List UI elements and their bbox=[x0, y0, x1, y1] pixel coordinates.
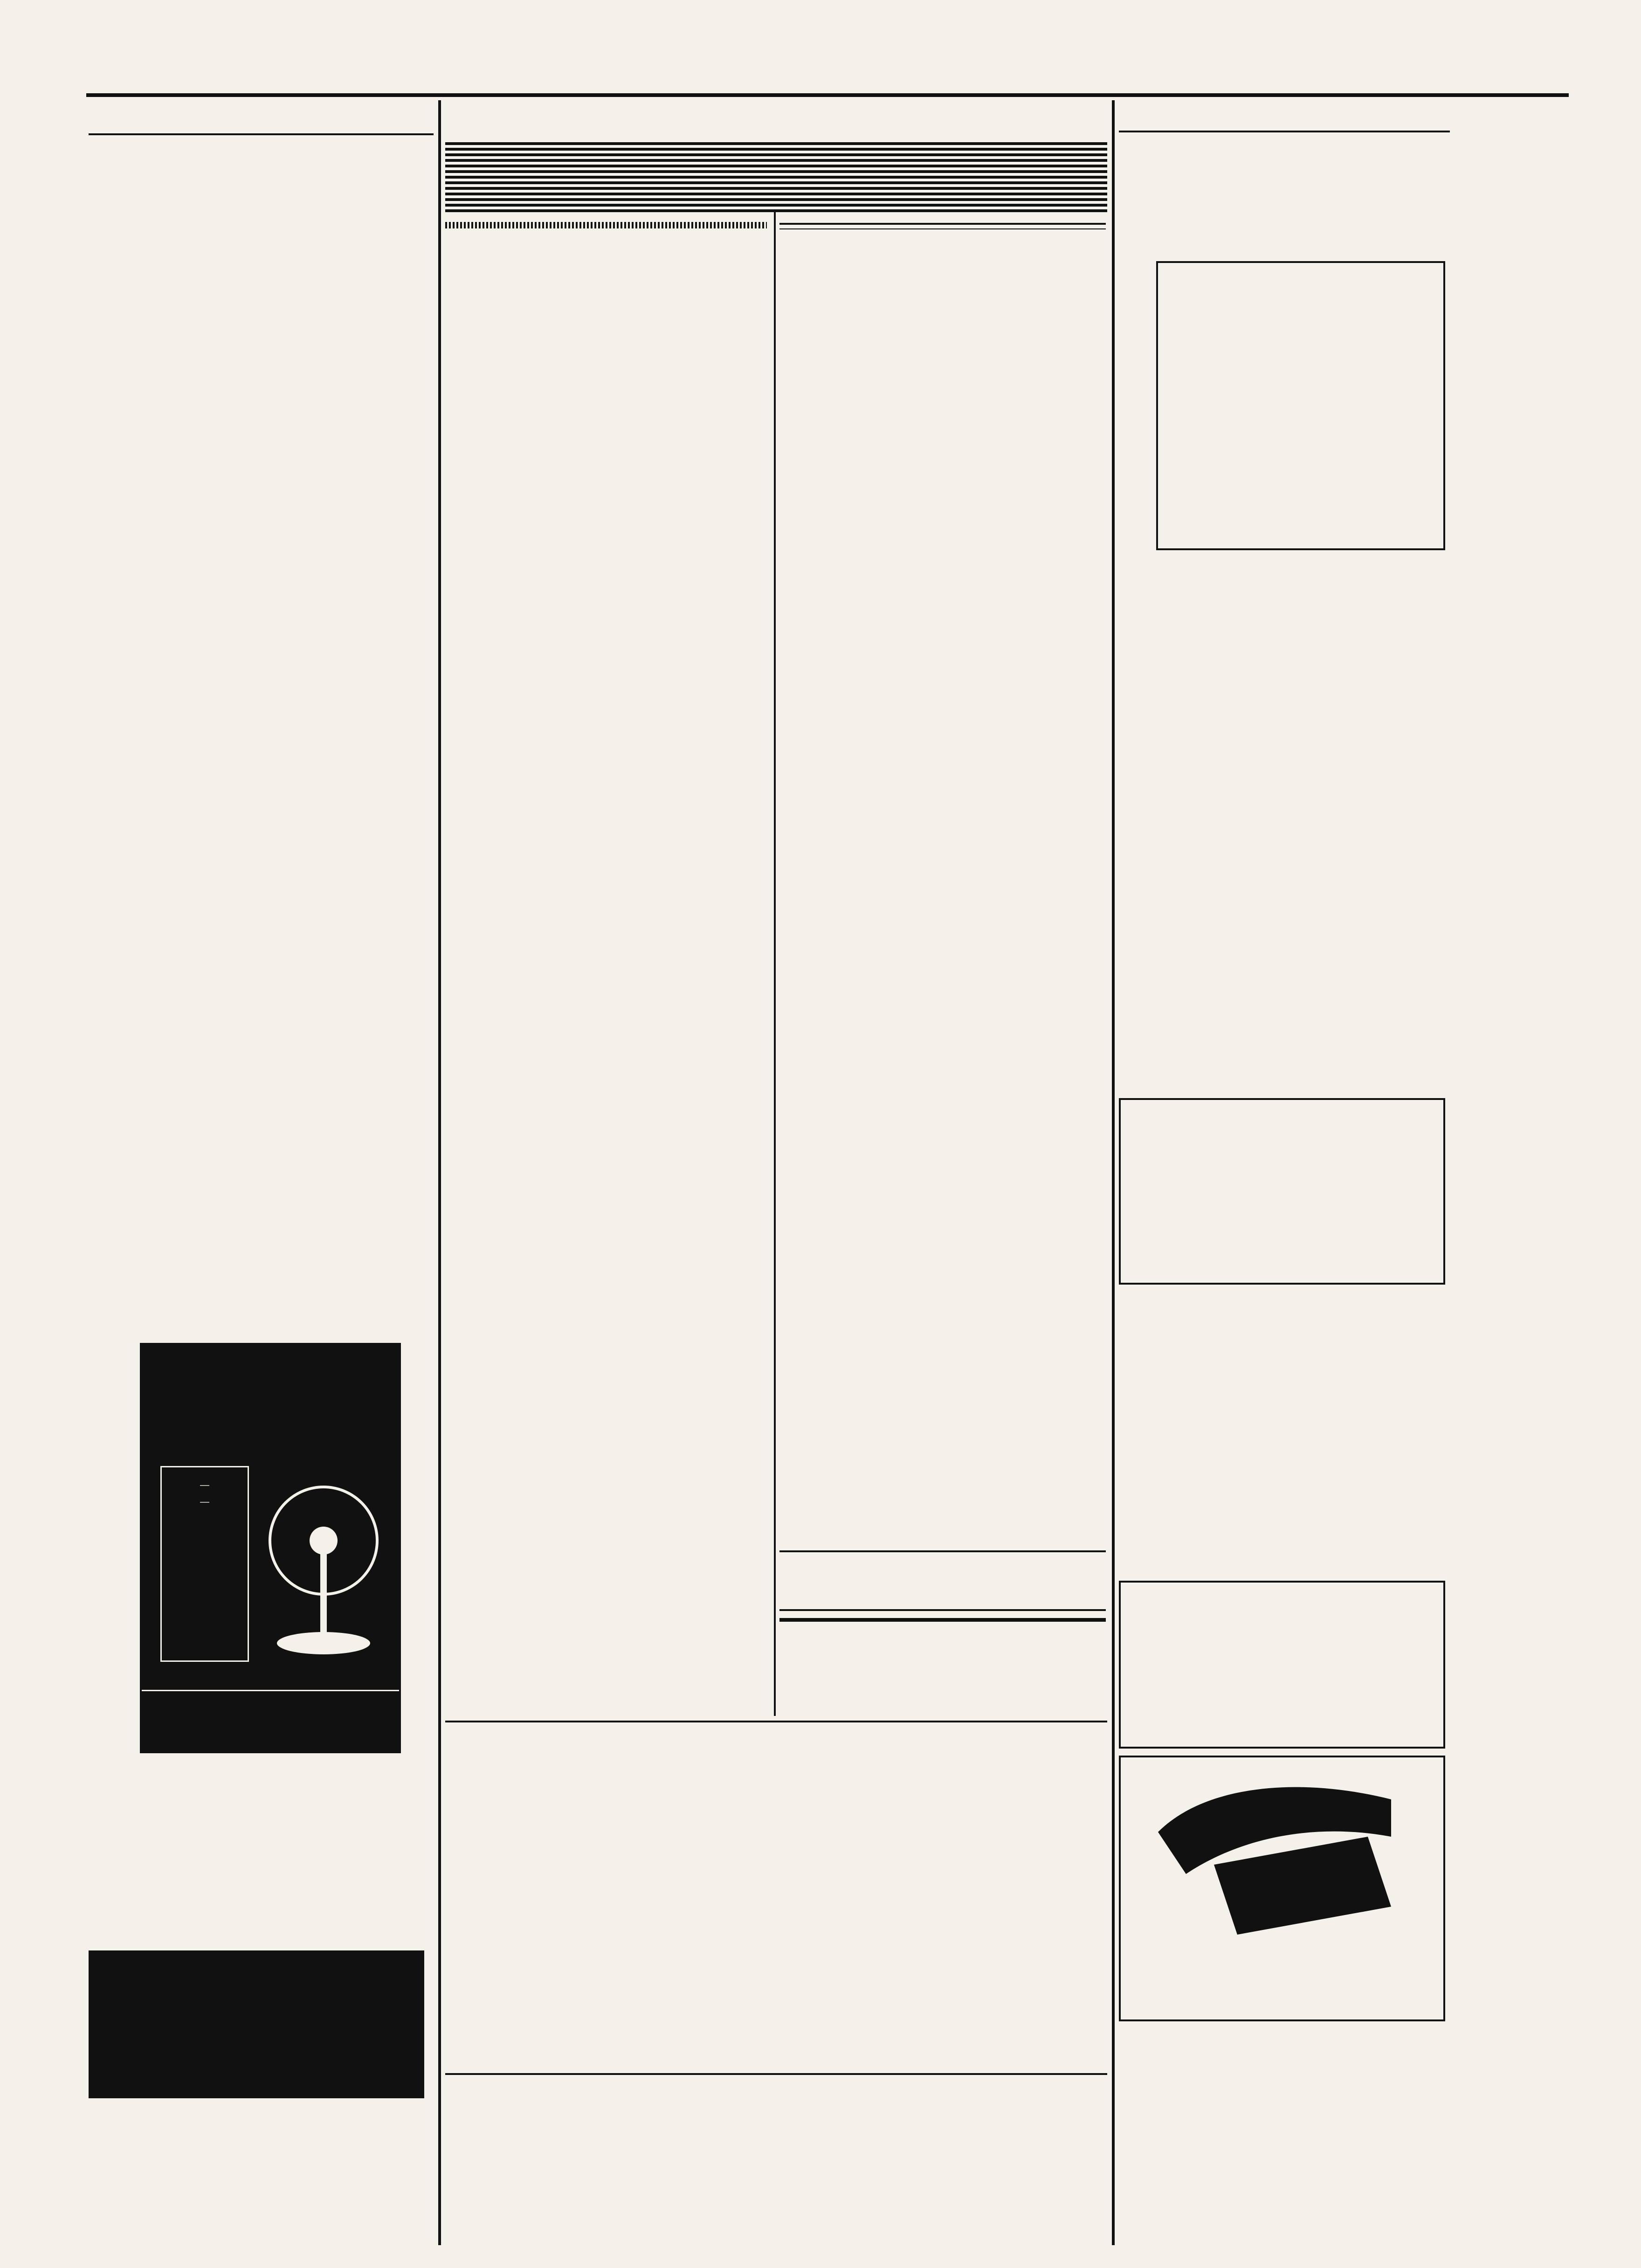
crossword-grid bbox=[1156, 261, 1445, 550]
col-header bbox=[943, 228, 1028, 229]
obituary bbox=[779, 1618, 1106, 1625]
hand-icon bbox=[1149, 1767, 1410, 1944]
fan-icon bbox=[258, 1475, 389, 1662]
column-crossword-text bbox=[1119, 555, 1450, 559]
ad-cyma bbox=[89, 1949, 424, 2098]
col-rule-2 bbox=[774, 201, 776, 1716]
ad-burnay bbox=[779, 1550, 1106, 1611]
ad-slogan bbox=[89, 1949, 424, 1950]
masthead-banner bbox=[445, 140, 1107, 212]
column-news-ads bbox=[1119, 1292, 1450, 1296]
column-crossword bbox=[1119, 131, 1450, 137]
headline bbox=[779, 1618, 1106, 1622]
ad-montepio bbox=[1119, 1581, 1445, 1749]
store-banner bbox=[142, 1690, 399, 1727]
col-rule-3 bbox=[1112, 100, 1115, 2245]
ad-ventoinhas-pal bbox=[140, 1343, 401, 1753]
stock-table bbox=[779, 228, 1106, 229]
header-rule bbox=[86, 93, 1569, 97]
ad-topazio bbox=[1119, 1756, 1445, 2021]
ad-nylon bbox=[1119, 1098, 1445, 1285]
col-rule-1 bbox=[438, 100, 441, 2245]
column-shows-stock bbox=[779, 218, 1106, 229]
column-sports bbox=[89, 131, 434, 140]
ad-obesyl bbox=[117, 1786, 424, 1788]
column-weather-radio bbox=[445, 218, 767, 232]
ad-sultao bbox=[445, 1721, 1107, 2075]
feature-box: — — bbox=[160, 1466, 249, 1662]
col-header bbox=[779, 228, 857, 229]
col-header bbox=[1028, 228, 1106, 229]
col-header bbox=[857, 228, 943, 229]
